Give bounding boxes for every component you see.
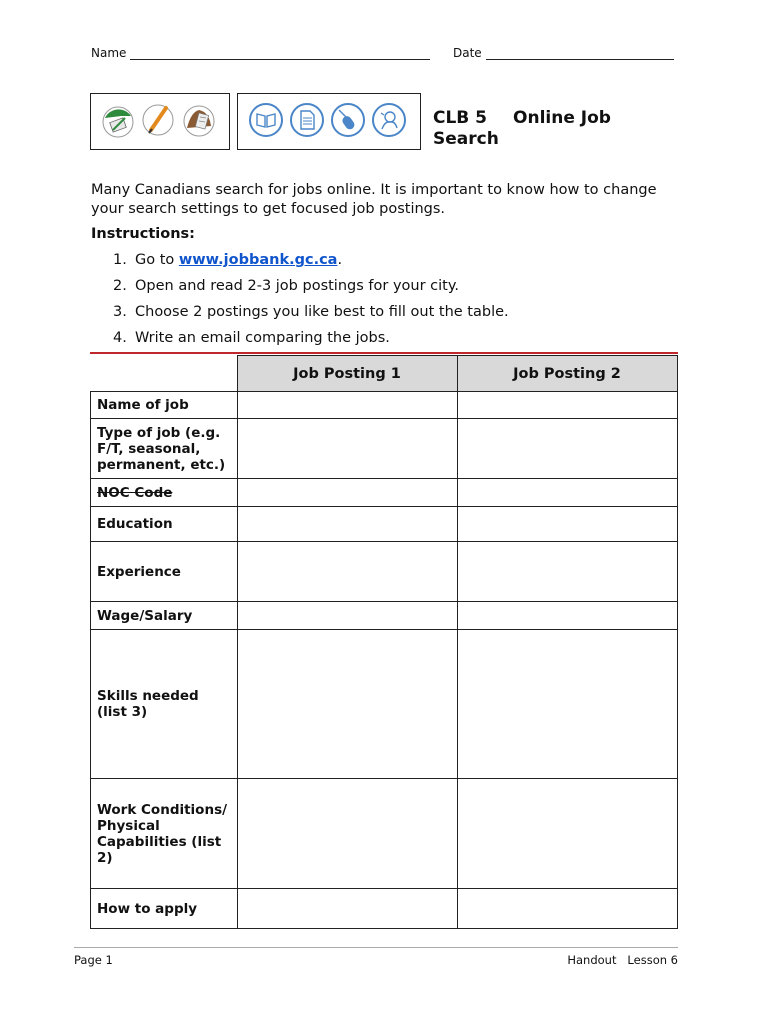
answer-cell[interactable] — [457, 392, 677, 419]
footer-lesson: Handout Lesson 6 — [567, 953, 678, 967]
answer-cell[interactable] — [237, 507, 457, 542]
answer-cell[interactable] — [237, 889, 457, 929]
date-underline — [486, 47, 674, 60]
answer-cell[interactable] — [457, 602, 677, 630]
instructions-heading: Instructions: — [91, 226, 195, 242]
document-icon — [289, 102, 325, 140]
job-comparison-table — [90, 355, 678, 929]
table-row — [91, 392, 678, 419]
row-label: Experience — [91, 542, 238, 602]
speaking-person-icon — [371, 102, 407, 140]
answer-cell[interactable] — [237, 630, 457, 779]
corner-cell — [91, 356, 238, 392]
title-topic-line1: Online Job — [513, 108, 611, 128]
table-row — [91, 779, 678, 889]
row-label: NOC Code — [91, 479, 238, 507]
row-label: How to apply — [91, 889, 238, 929]
writing-pen-icon — [101, 102, 135, 140]
answer-cell[interactable] — [457, 507, 677, 542]
skill-icons-box — [90, 93, 230, 150]
writing-hand-icon — [181, 102, 217, 140]
footer-divider — [74, 947, 678, 948]
answer-cell[interactable] — [237, 419, 457, 479]
answer-cell[interactable] — [237, 779, 457, 889]
language-skills-icons-box — [237, 93, 421, 150]
clb-level: CLB 5 — [433, 108, 488, 128]
table-row — [91, 889, 678, 929]
name-field[interactable] — [91, 46, 430, 60]
row-label: Skills needed (list 3) — [91, 630, 238, 779]
answer-cell[interactable] — [237, 479, 457, 507]
answer-cell[interactable] — [457, 479, 677, 507]
intro-paragraph: Many Canadians search for jobs online. It is important to know how to change your search settings to get focused job postings. — [91, 182, 657, 217]
table-row — [91, 419, 678, 479]
answer-cell[interactable] — [457, 779, 677, 889]
page-number: Page 1 — [74, 953, 113, 967]
table-row — [91, 542, 678, 602]
column-header-posting-2: Job Posting 2 — [457, 356, 677, 392]
row-label: Name of job — [91, 392, 238, 419]
answer-cell[interactable] — [457, 630, 677, 779]
table-row — [91, 602, 678, 630]
column-header-posting-1: Job Posting 1 — [237, 356, 457, 392]
list-item: 3. Choose 2 postings you like best to fill out the table. — [113, 304, 509, 320]
answer-cell[interactable] — [457, 419, 677, 479]
date-label: Date — [453, 46, 482, 60]
title-topic-line2: Search — [433, 129, 499, 149]
table-header-row — [91, 356, 678, 392]
answer-cell[interactable] — [457, 542, 677, 602]
name-label: Name — [91, 46, 127, 60]
table-row — [91, 507, 678, 542]
answer-cell[interactable] — [237, 602, 457, 630]
list-item: 4. Write an email comparing the jobs. — [113, 330, 390, 346]
row-label: Wage/Salary — [91, 602, 238, 630]
handout-title — [433, 108, 673, 150]
open-book-icon — [248, 102, 284, 140]
table-row — [91, 479, 678, 507]
answer-cell[interactable] — [457, 889, 677, 929]
jobbank-link[interactable]: www.jobbank.gc.ca — [178, 252, 338, 268]
answer-cell[interactable] — [237, 542, 457, 602]
section-divider — [90, 352, 678, 354]
answer-cell[interactable] — [237, 392, 457, 419]
instructions-list — [91, 251, 509, 355]
mouse-icon — [330, 102, 366, 140]
row-label: Type of job (e.g. F/T, seasonal, permanent, etc.) — [91, 419, 238, 479]
date-field[interactable] — [453, 46, 674, 60]
list-item: 2. Open and read 2-3 job postings for your city. — [113, 278, 459, 294]
row-label: Work Conditions/ Physical Capabilities (list 2) — [91, 779, 238, 889]
list-item: 1. Go to www.jobbank.gc.ca. — [113, 252, 343, 268]
name-underline — [130, 47, 430, 60]
table-row — [91, 630, 678, 779]
row-label: Education — [91, 507, 238, 542]
pencil-icon — [141, 102, 175, 140]
